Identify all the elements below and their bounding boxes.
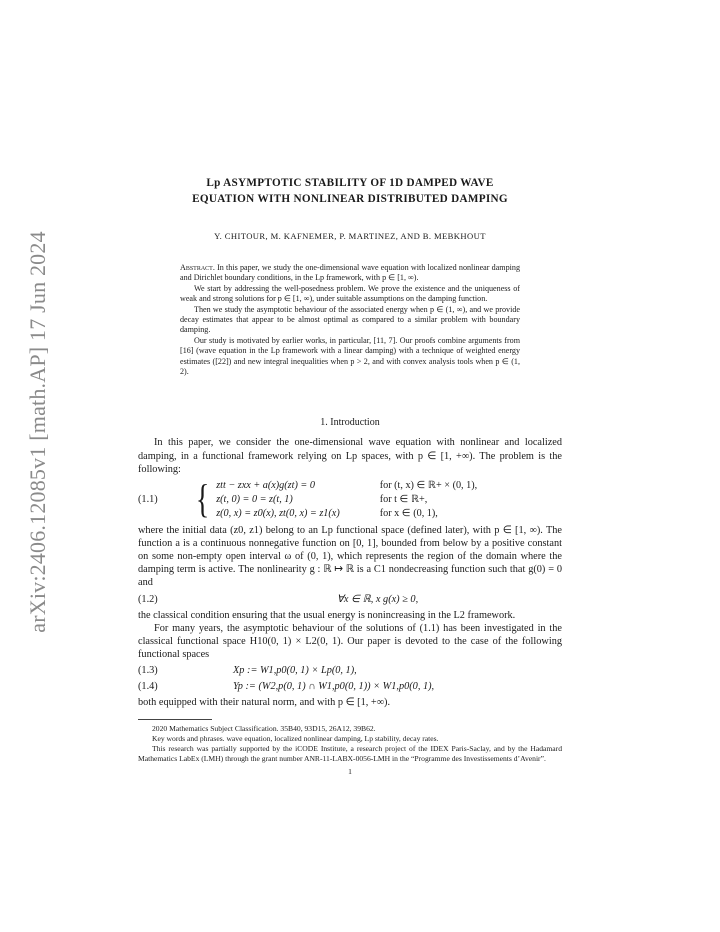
abstract-p4: Our study is motivated by earlier works, in particular, [11, 7]. Our proofs combine arguments from [16] (wave equation in the Lp framework with a linear damping) with a technique of weighted energy estimates ([22]) and new integral inequalities when p > 2, and with convex analysis tools when p ∈ (1, 2).	[180, 335, 520, 377]
equation-body: Xp := W1,p0(0, 1) × Lp(0, 1),	[233, 664, 357, 676]
footnote-msc: 2020 Mathematics Subject Classification. 35B40, 93D15, 26A12, 39B62.	[152, 724, 376, 734]
equation-number: (1.1)	[138, 494, 158, 506]
intro-paragraph-3: the classical condition ensuring that the usual energy is nonincreasing in the L2 framework.	[138, 609, 516, 621]
equation-number: (1.2)	[138, 593, 158, 605]
equation-lhs: z(t, 0) = 0 = z(t, 1)	[216, 493, 293, 505]
paper-page	[138, 175, 562, 776]
page-number: 1	[348, 767, 352, 777]
equation-system	[193, 475, 478, 521]
equation-condition: for t ∈ ℝ+,	[379, 493, 428, 505]
intro-paragraph-4: For many years, the asymptotic behaviour of the solutions of (1.1) has been investigated in the classical functional space H10(0, 1) × L2(0, 1). Our paper is devoted to the case of the following functional spaces	[138, 622, 562, 660]
footnote-keywords: Key words and phrases. wave equation, localized nonlinear damping, Lp stability, decay rates.	[152, 734, 439, 744]
paper-title	[138, 175, 562, 207]
intro-paragraph-2: where the initial data (z0, z1) belong to an Lp functional space (defined later), with p ∈ [1, ∞). The function a is a continuous nonnegative function on [0, 1], bounded from below by a positive constant on some non-empty open interval ω of (0, 1), which represents the region of the domain where the damping term is active. The nonlinearity g : ℝ ↦ ℝ is a C1 nondecreasing function such that g(0) = 0 and	[138, 525, 562, 589]
title-line-2: EQUATION WITH NONLINEAR DISTRIBUTED DAMPING	[192, 193, 508, 205]
abstract-p2: We start by addressing the well-posedness problem. We prove the existence and the uniqueness of weak and strong solutions for p ∈ [1, ∞), under suitable assumptions on the damping function.	[180, 283, 520, 304]
equation-1-1	[138, 475, 562, 521]
title-line-1: Lp ASYMPTOTIC STABILITY OF 1D DAMPED WAVE	[206, 177, 494, 189]
equation-1-4	[138, 680, 562, 693]
equation-body: Yp := (W2,p(0, 1) ∩ W1,p0(0, 1)) × W1,p0(0, 1),	[233, 681, 435, 693]
equation-condition: for x ∈ (0, 1),	[379, 507, 438, 519]
section-heading: 1. Introduction	[320, 417, 380, 429]
arxiv-watermark	[18, 212, 58, 652]
abstract-label: Abstract.	[180, 263, 215, 272]
intro-paragraph-1: In this paper, we consider the one-dimensional wave equation with nonlinear and localized damping, in a functional framework relying on Lp spaces, with p ∈ [1, +∞). The problem is the following:	[138, 437, 562, 475]
equation-row	[216, 479, 477, 493]
equation-1-3	[138, 664, 562, 677]
left-brace: {	[195, 475, 210, 521]
equation-lhs: z(0, x) = z0(x), zt(0, x) = z1(x)	[216, 507, 340, 519]
abstract-p1-text: In this paper, we study the one-dimensional wave equation with localized nonlinear damping and Dirichlet boundary conditions, in the Lp framework, with p ∈ [1, ∞).	[180, 263, 520, 283]
abstract	[180, 263, 520, 377]
equation-row	[216, 493, 477, 507]
equation-number: (1.3)	[138, 664, 158, 676]
footnotes	[138, 724, 562, 763]
footnote-rule	[138, 719, 212, 720]
equation-body: ∀x ∈ ℝ, x g(x) ≥ 0,	[336, 593, 419, 605]
footnote-support: This research was partially supported by the iCODE Institute, a research project of the IDEX Paris-Saclay, and by the Hadamard Mathematics LabEx (LMH) through the grant number ANR-11-LABX-0056-LMH in the “Programme des Investissements d’Avenir”.	[138, 743, 562, 763]
equation-number: (1.4)	[138, 681, 158, 693]
equation-lhs: ztt − zxx + a(x)g(zt) = 0	[216, 479, 315, 491]
equation-1-2	[138, 593, 562, 606]
equation-rows	[216, 479, 477, 521]
body-text	[138, 436, 562, 709]
author-list: Y. CHITOUR, M. KAFNEMER, P. MARTINEZ, AND B. MEBKHOUT	[214, 231, 486, 241]
equation-row	[216, 507, 477, 521]
abstract-p1	[180, 263, 520, 284]
equation-condition: for (t, x) ∈ ℝ+ × (0, 1),	[379, 479, 478, 491]
arxiv-id: arXiv:2406.12085v1 [math.AP] 17 Jun 2024	[25, 231, 50, 633]
abstract-p3: Then we study the asymptotic behaviour of the associated energy when p ∈ (1, ∞), and we provide decay estimates that appear to be almost optimal as compared to a similar problem with boundary damping.	[180, 304, 520, 335]
intro-paragraph-5: both equipped with their natural norm, and with p ∈ [1, +∞).	[138, 697, 391, 709]
